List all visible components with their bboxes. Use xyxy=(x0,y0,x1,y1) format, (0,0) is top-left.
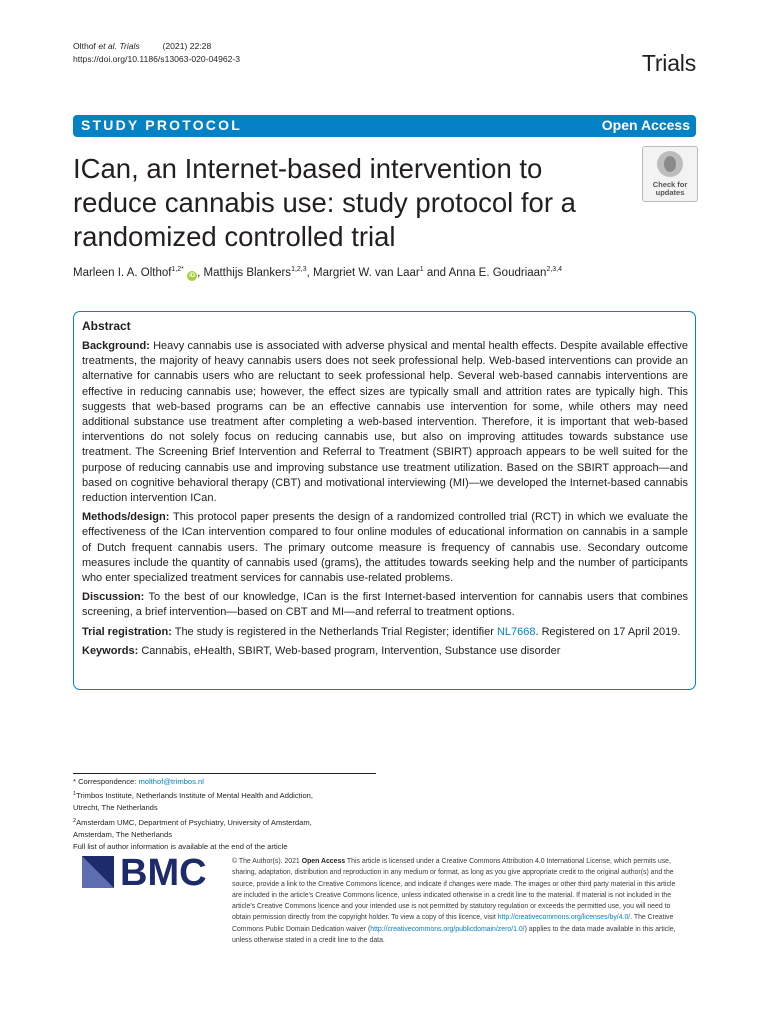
separator: and xyxy=(423,267,449,279)
affiliation-text: Amsterdam UMC, Department of Psychiatry, University of Amsterdam, xyxy=(76,817,312,827)
check-for-updates-button[interactable] xyxy=(642,146,698,202)
author-info-note: Full list of author information is available at the end of the article xyxy=(73,842,288,852)
affiliation-sup: 1 xyxy=(73,791,77,798)
citation-etal: et al. Trials xyxy=(98,41,140,51)
open-access-notice: Open Access xyxy=(301,858,346,865)
bmc-logo[interactable] xyxy=(80,852,220,892)
orcid-icon[interactable]: iD xyxy=(189,273,196,279)
author-name[interactable]: Anna E. Goudriaan xyxy=(448,267,547,279)
author-name[interactable]: Matthijs Blankers xyxy=(203,267,292,279)
discussion-label: Discussion: xyxy=(82,591,145,604)
crossmark-icon xyxy=(657,151,683,177)
separator: , xyxy=(197,267,204,279)
article-type-label: STUDY PROTOCOL xyxy=(81,117,242,133)
bmc-logo-icon xyxy=(80,852,220,892)
dedication-text: . The Creative Commons Public Domain Dedication waiver ( xyxy=(232,914,674,933)
bmc-logo-text: BMC xyxy=(120,852,207,892)
article-title xyxy=(73,152,623,254)
open-access-label: Open Access xyxy=(601,117,690,133)
article-type-banner xyxy=(73,115,696,137)
author-list xyxy=(73,266,562,281)
dedication-text-after: ) applies to the data made available in this article, unless otherwise stated in a credit line to the data. xyxy=(232,925,676,945)
correspondence-email-link[interactable]: molthof@trimbos.nl xyxy=(138,777,204,786)
license-link[interactable]: http://creativecommons.org/licenses/by/4.0/ xyxy=(497,914,631,922)
affiliation-sup: 2 xyxy=(73,817,77,824)
keywords-text: Cannabis, eHealth, SBIRT, Web-based program, Intervention, Substance use disorder xyxy=(141,644,561,657)
correspondence xyxy=(73,776,373,788)
copyright: © The Author(s). 2021 xyxy=(232,858,300,865)
discussion-text: To the best of our knowledge, ICan is the first Internet-based intervention for cannabis users that combines screening, a brief intervention—based on CBT and MI—and referral to treatment options. xyxy=(82,591,688,619)
abstract-box xyxy=(73,311,696,690)
citation-line xyxy=(73,40,211,53)
abstract-methods xyxy=(82,510,688,586)
abstract-discussion xyxy=(82,590,688,620)
title-line: ICan, an Internet-based intervention to xyxy=(73,153,543,184)
license-notice xyxy=(232,856,684,946)
trial-text: The study is registered in the Netherlands Trial Register; identifier xyxy=(174,625,497,638)
affiliation-text: Trimbos Institute, Netherlands Institute of Mental Health and Addiction, xyxy=(76,791,313,801)
abstract-keywords xyxy=(82,644,688,659)
abstract-trial-registration xyxy=(82,625,688,640)
abstract-heading: Abstract xyxy=(82,319,131,333)
title-line: reduce cannabis use: study protocol for a xyxy=(73,187,576,218)
author-affiliation-sup: 1,2,3 xyxy=(291,266,307,273)
dedication-link[interactable]: http://creativecommons.org/publicdomain/zero/1.0/ xyxy=(370,925,525,933)
affiliation-2 xyxy=(73,815,373,829)
methods-label: Methods/design: xyxy=(82,511,170,524)
journal-name: Trials xyxy=(641,50,696,76)
trial-id-link[interactable]: NL7668 xyxy=(496,625,536,638)
author-affiliation-sup: 2,3,4 xyxy=(546,266,563,273)
separator: , xyxy=(306,267,314,279)
title-line: randomized controlled trial xyxy=(73,221,396,252)
author-name[interactable]: Marleen I. A. Olthof xyxy=(73,267,172,279)
correspondence-label: * Correspondence: xyxy=(73,777,139,786)
crossmark-label-1: Check for xyxy=(652,180,688,189)
author-name[interactable]: Margriet W. van Laar xyxy=(313,267,420,279)
citation-year-volume: (2021) 22:28 xyxy=(162,41,212,51)
affiliation-text: Amsterdam, The Netherlands xyxy=(73,829,173,839)
author-affiliation-sup: 1,2* xyxy=(171,266,184,273)
citation-author: Olthof xyxy=(73,41,96,51)
author-affiliation-sup: 1 xyxy=(419,266,424,273)
footnote-divider xyxy=(73,773,376,774)
doi-link[interactable]: https://doi.org/10.1186/s13063-020-04962-3 xyxy=(73,54,241,64)
background-text: Heavy cannabis use is associated with adverse physical and mental health effects. Despite available effective treatments, the majority of heavy cannabis users does not seek professional help. Web-based interventions can provide an alternative for cannabis users who are reluctant to seek professional help. Several web-based cannabis interventions are effective in reducing cannabis use; however, the effect sizes are typically small and attrition rates are typically high. This suggests that web-based programs can be an effective cannabis use intervention for some, while others may need additional substance use treatment after completing a web-based intervention. Therefore, it is important that web-based interventions do not solely focus on reducing cannabis use, but also on improving attitudes towards substance use treatment. The Screening Brief Intervention and Referral to Treatment (SBIRT) approach appears to be well suited for the purpose of reducing cannabis use and improving substance use treatment utilization. Based on the SBIRT approach—and based on cognitive behavioral therapy (CBT) and motivational interviewing (MI)—we developed the Internet-based cannabis reduction intervention ICan. xyxy=(82,340,688,505)
affiliation-1 xyxy=(73,788,373,802)
license-text: This article is licensed under a Creative Commons Attribution 4.0 International License, which permits use, sharing, adaptation, distribution and reproduction in any medium or format, as long as you give appropriate credit to the original author(s) and the source, provide a link to the Creative Commons licence, and indicate if changes were made. The images or other third party material in this article are included in the article's Creative Commons licence, unless indicated otherwise in a credit line to the material. If material is not included in the article's Creative Commons licence and your intended use is not permitted by statutory regulation or exceeds the permitted use, you will need to obtain permission directly from the copyright holder. To view a copy of this licence, visit xyxy=(232,858,676,922)
abstract-background xyxy=(82,339,688,506)
footnotes xyxy=(73,776,373,853)
crossmark-label-2: updates xyxy=(655,188,685,197)
affiliation-text: Utrecht, The Netherlands xyxy=(73,803,158,813)
background-label: Background: xyxy=(82,340,150,352)
keywords-label: Keywords: xyxy=(82,644,139,657)
trial-label: Trial registration: xyxy=(82,625,172,638)
methods-text: This protocol paper presents the design of a randomized controlled trial (RCT) in which we evaluate the effectiveness of the ICan intervention compared to four online modules of educational information on cannabis in a sample of Dutch frequent cannabis users. The primary outcome measure is frequency of cannabis use. Secondary outcome measures include the quantity of cannabis used (grams), the attitudes towards seeking help and the number of participants who enter specialized treatment services for cannabis use-related problems. xyxy=(82,511,689,585)
trial-text-after: . Registered on 17 April 2019. xyxy=(535,625,681,638)
